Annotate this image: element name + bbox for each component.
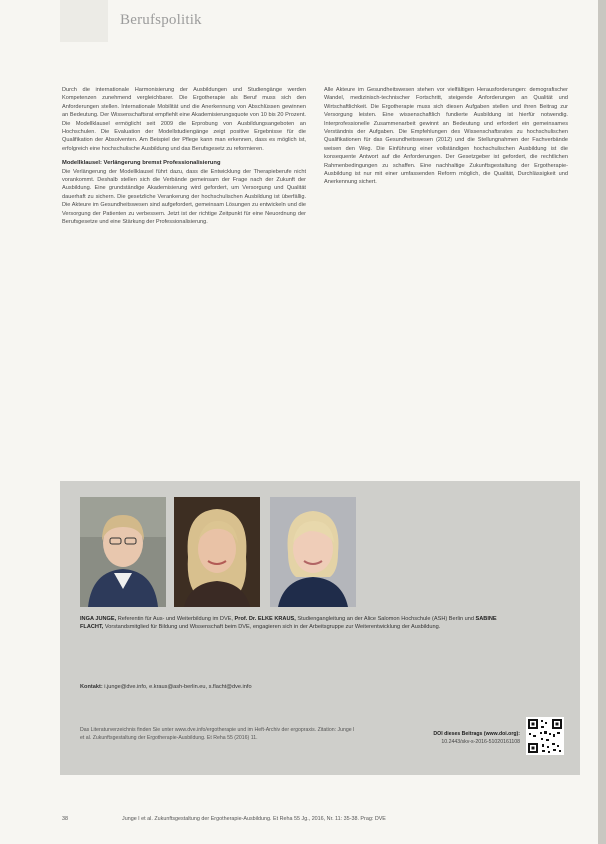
right-paragraph-1: Alle Akteure im Gesundheitswesen stehen vor vielfältigen Herausforderungen: demografischer Wandel, medizinisch-technischer Fortschritt, steigende Anforderungen an Qualität und Wirtschaftlichkeit. Die Ergotherapie muss sich diesen Aufgaben stellen und ihren Beitrag zur Versorgung leisten. Eine wissenschaftlich fundierte Ausbildung ist hierfür notwendig. Interprofessionelle Zusammenarbeit gewinnt an Bedeutung und erfordert ein gemeinsames Verständnis der Aufgaben. Die Empfehlungen des Wissenschaftsrates zu hochschulischen Qualifikationen für das Gesundheitswesen (2012) und die Stellungnahmen der Fachverbände weisen den Weg. Die Einführung einer vollständigen hochschulischen Ausbildung ist die konsequente Antwort auf die Anforderungen. Der Gesetzgeber ist gefordert, die rechtlichen Rahmenbedingungen zu schaffen. Eine nachhaltige Zukunftsgestaltung der Ergotherapie-Ausbildung ist nur mit einer umfassenden Reform möglich, die Qualität, Durchlässigkeit und Anerkennung sichert.: [324, 87, 568, 186]
author-photo-junge: [80, 497, 166, 607]
contact-label: Kontakt:: [80, 684, 103, 690]
qr-code-icon[interactable]: [526, 717, 564, 755]
author-role-1: Referentin für Aus- und Weiterbildung im DVE,: [117, 616, 233, 622]
author-contact: [80, 684, 510, 690]
left-paragraph-1: Durch die internationale Harmonisierung der Ausbildungen und Studiengänge werden Kompetenzen zunehmend vergleichbarer. Die Ergotherapie als Beruf muss sich den Anforderungen stellen. Internationale Mobilität und die Anerkennung von Abschlüssen gewinnen an Bedeutung. Der Wissenschaftsrat empfiehlt eine Akademisierungsquote von 10 bis 20 Prozent. Die Modellklausel ermöglicht seit 2009 die Erprobung von Ausbildungsangeboten an Hochschulen. Die Evaluation der Modellstudiengänge zeigt positive Ergebnisse für die Qualifikation der Absolventen. Am Beispiel der Pflege kann man erkennen, dass es möglich ist, erfolgreich eine hochschulische Ausbildung und das Berufsgesetz zu reformieren.: [62, 87, 306, 152]
right-column: [324, 86, 568, 187]
author-box: [60, 481, 580, 775]
author-photo-flacht: [270, 497, 356, 607]
doi-info: [390, 731, 520, 747]
left-paragraph-2: Die Verlängerung der Modellklausel führt dazu, dass die Entwicklung der Therapieberufe nicht vorankommt. Deshalb stellen sich die Verbände gemeinsam der Frage nach der Zukunft der Ausbildung. Eine grundständige Akademisierung wird gefordert, um Versorgung und Qualität dauerhaft zu sichern. Die gesetzliche Verankerung der hochschulischen Ausbildung ist überfällig. Die Akteure im Gesundheitswesen sind aufgefordert, gemeinsam Lösungen zu entwickeln und die Versorgung der Patienten zu verbessern. Jetzt ist der richtige Zeitpunkt für eine Neuordnung der Berufsgesetze und eine Stärkung der Professionalisierung.: [62, 168, 306, 226]
author-photo-kraus: [174, 497, 260, 607]
doi-label: DOI dieses Beitrags (www.doi.org):: [433, 731, 520, 737]
left-heading: Modellklausel: Verlängerung bremst Professionalisierung: [62, 160, 221, 167]
author-role-2: Studiengangleitung an der Alice Salomon Hochschule (ASH) Berlin und: [297, 616, 474, 622]
author-name-1: INGA JUNGE,: [80, 616, 117, 622]
left-column: [62, 86, 306, 227]
page-number: 38: [62, 816, 68, 822]
author-name-2: Prof. Dr. ELKE KRAUS,: [234, 616, 296, 622]
author-role-3: Vorstandsmitglied für Bildung und Wissenschaft beim DVE, engagieren sich in der Arbeitsgruppe zur Weiterentwicklung der Ausbildung.: [104, 624, 441, 631]
doi-value[interactable]: 10.2443/skv-s-2016-51020161108: [441, 738, 520, 745]
contact-emails[interactable]: i.junge@dve.info, e.kraus@ash-berlin.eu, s.flacht@dve.info: [104, 684, 252, 690]
page-edge: [598, 0, 606, 844]
author-name-3: SABINE FLACHT,: [80, 616, 497, 631]
footer-reference: Junge I et al. Zukunftsgestaltung der Ergotherapie-Ausbildung. Et Reha 55 Jg., 2016, Nr. 11: 35-38. Prag: DVE: [122, 816, 386, 822]
citation-note: Das Literaturverzeichnis finden Sie unter www.dve.info/ergotherapie und im Heft-Archiv der ergopraxis. Zitation: Junge I et al. Zukunftsgestaltung der Ergotherapie-Ausbildung. Et Reha 55 (2016) 11.: [80, 727, 355, 741]
author-bio: [80, 615, 510, 631]
header-tab: [60, 0, 108, 42]
section-label: Berufspolitik: [120, 12, 202, 28]
